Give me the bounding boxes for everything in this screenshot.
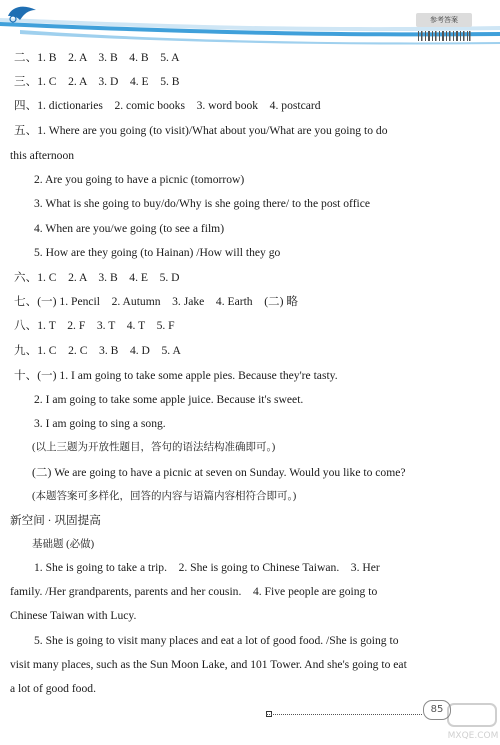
section-heading: 新空间 · 巩固提高	[10, 514, 101, 527]
answer-section-10-q1: 十、(一) 1. I am going to take some apple pies. Because they're tasty.	[14, 369, 338, 382]
open-question-note: (以上三题为开放性题目，答句的语法结构准确即可。)	[32, 442, 276, 453]
answer-section-5-q5: 5. How are they going (to Hainan) /How will they go	[34, 246, 281, 259]
page-number: 85	[423, 700, 451, 720]
basic-answer-line-5: visit many places, such as the Sun Moon Lake, and 101 Tower. And she's going to eat	[10, 658, 407, 671]
basic-answer-line-2: family. /Her grandparents, parents and her cousin. 4. Five people are going to	[10, 585, 378, 598]
answer-section-10-part2: (二) We are going to have a picnic at seven on Sunday. Would you like to come?	[32, 466, 406, 479]
footer-dotted-rule	[266, 708, 422, 715]
basic-answer-line-3: Chinese Taiwan with Lucy.	[10, 609, 137, 622]
page-header	[0, 0, 500, 48]
basic-answer-line-1: 1. She is going to take a trip. 2. She is going to Chinese Taiwan. 3. Her	[34, 561, 380, 574]
answer-section-10-q3: 3. I am going to sing a song.	[34, 417, 166, 430]
basic-answer-line-4: 5. She is going to visit many places and eat a lot of good food. /She is going to	[34, 634, 399, 647]
barcode-decoration-icon	[416, 31, 472, 41]
answer-section-6: 六、1. C 2. A 3. B 4. E 5. D	[14, 271, 180, 284]
basic-answer-line-6: a lot of good food.	[10, 682, 96, 695]
answer-section-2: 二、1. B 2. A 3. B 4. B 5. A	[14, 51, 180, 64]
answer-section-9: 九、1. C 2. C 3. B 4. D 5. A	[14, 344, 181, 357]
answer-section-5-q3: 3. What is she going to buy/do/Why is she going there/ to the post office	[34, 197, 371, 210]
bird-logo-icon	[6, 2, 40, 24]
subsection-heading: 基础题 (必做)	[32, 539, 95, 550]
answer-section-5-q2: 2. Are you going to have a picnic (tomorrow)	[34, 173, 245, 186]
watermark-text: MXQE.COM	[447, 731, 499, 741]
answer-section-5-q4: 4. When are you/we going (to see a film)	[34, 222, 225, 235]
varied-answer-note: (本题答案可多样化，回答的内容与语篇内容相符合即可。)	[32, 491, 297, 502]
answer-key-tag: 参考答案	[416, 13, 472, 27]
watermark-logo	[446, 702, 500, 742]
answer-section-7: 七、(一) 1. Pencil 2. Autumn 3. Jake 4. Earth (二) 略	[14, 295, 299, 308]
answer-section-8: 八、1. T 2. F 3. T 4. T 5. F	[14, 319, 175, 332]
answer-section-4: 四、1. dictionaries 2. comic books 3. word book 4. postcard	[14, 99, 321, 112]
answer-section-5-q1: 五、1. Where are you going (to visit)/What about you/What are you going to do	[14, 124, 388, 137]
answer-section-5-q1-cont: this afternoon	[10, 149, 75, 162]
answer-section-10-q2: 2. I am going to take some apple juice. Because it's sweet.	[34, 393, 304, 406]
answer-section-3: 三、1. C 2. A 3. D 4. E 5. B	[14, 75, 180, 88]
